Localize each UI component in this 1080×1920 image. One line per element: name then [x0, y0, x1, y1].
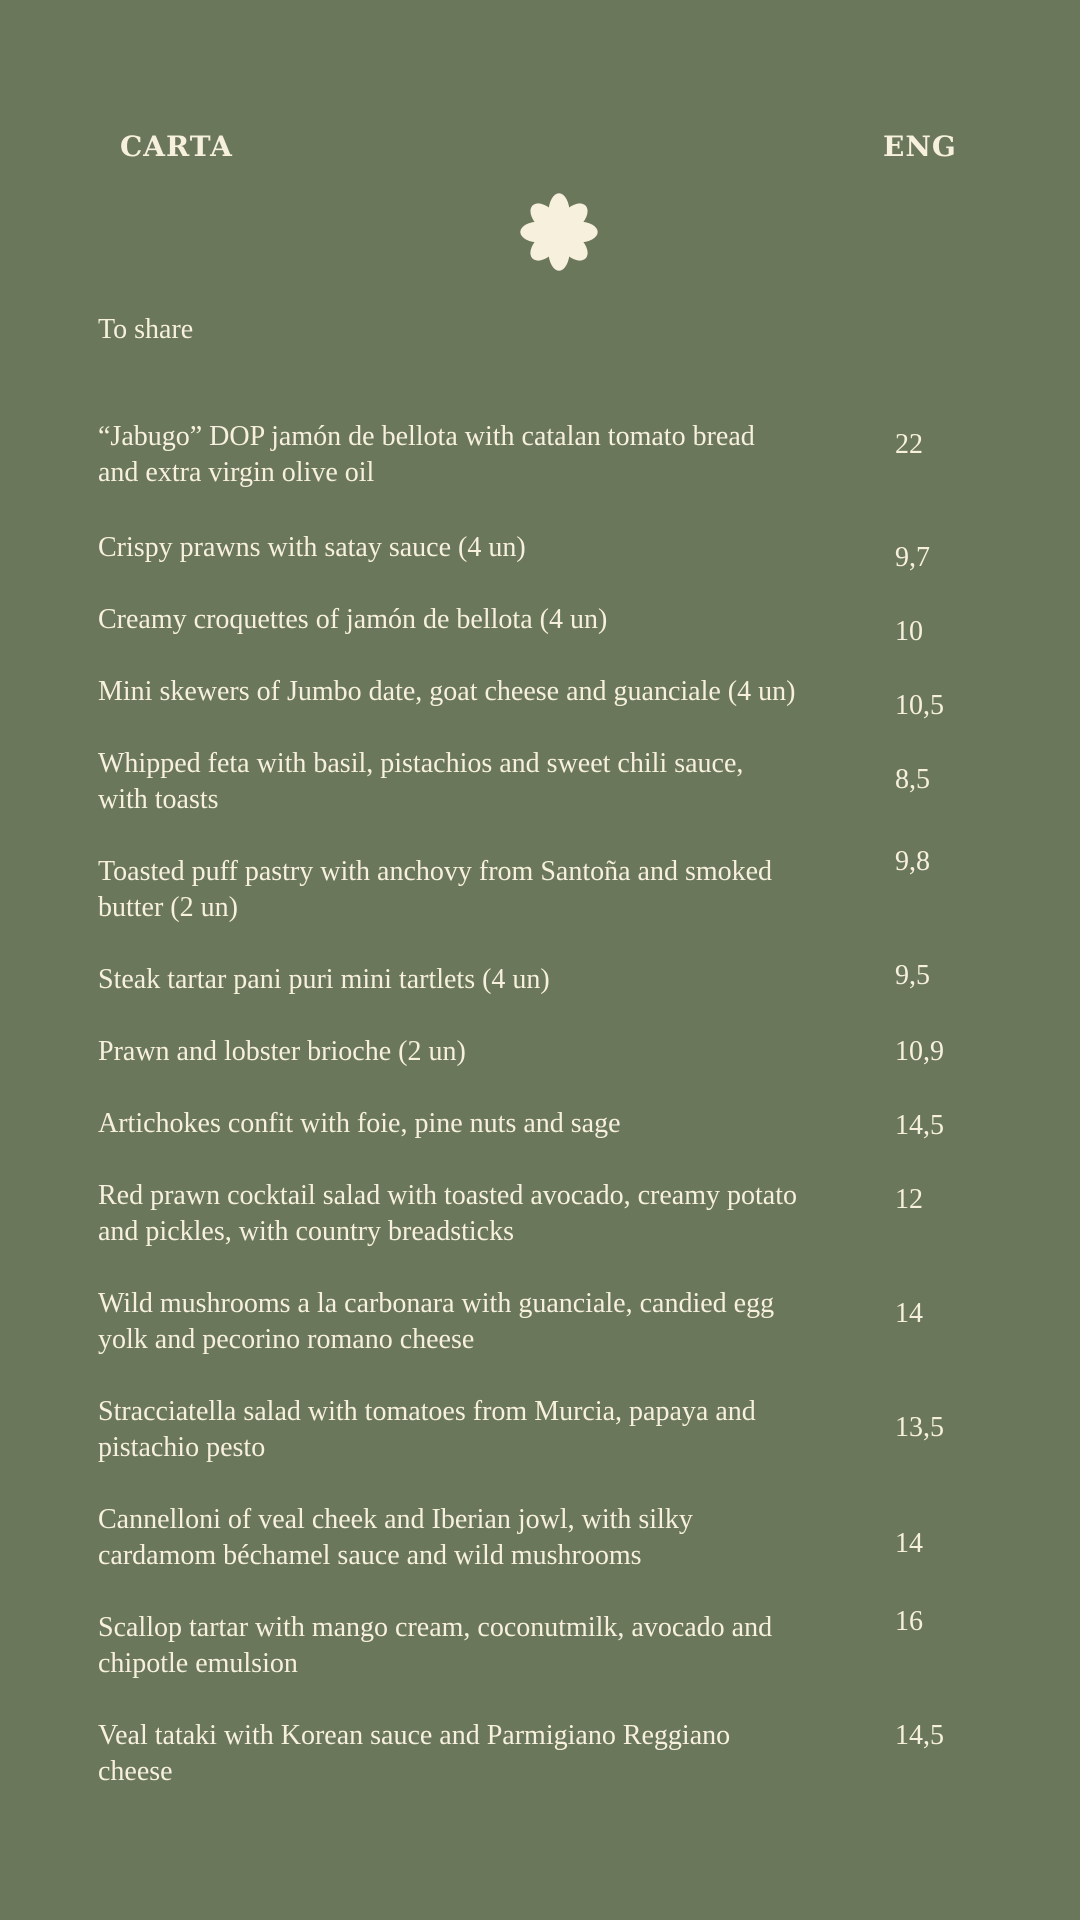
- section-title: To share: [98, 314, 194, 345]
- flower-icon: [515, 188, 603, 276]
- item-description: “Jabugo” DOP jamón de bellota with catalan tomato bread and extra virgin olive oil: [98, 421, 755, 488]
- language-switch-link[interactable]: ENG: [883, 130, 957, 163]
- item-price: 10,5: [895, 690, 944, 721]
- item-price: 14: [895, 1298, 923, 1329]
- item-price: 10: [895, 616, 923, 647]
- carta-link[interactable]: CARTA: [120, 130, 233, 163]
- item-description: Wild mushrooms a la carbonara with guanciale, candied egg yolk and pecorino romano cheese: [98, 1288, 775, 1355]
- item-description: Crispy prawns with satay sauce (4 un): [98, 532, 526, 563]
- item-price: 9,5: [895, 960, 930, 991]
- item-price: 12: [895, 1184, 923, 1215]
- item-description: Scallop tartar with mango cream, coconutmilk, avocado and chipotle emulsion: [98, 1612, 773, 1679]
- item-description: Stracciatella salad with tomatoes from Murcia, papaya and pistachio pesto: [98, 1396, 756, 1463]
- item-price: 14: [895, 1528, 923, 1559]
- item-description: Prawn and lobster brioche (2 un): [98, 1036, 466, 1067]
- item-price: 14,5: [895, 1720, 944, 1751]
- item-description: Cannelloni of veal cheek and Iberian jowl, with silky cardamom béchamel sauce and wild mushrooms: [98, 1504, 693, 1571]
- item-description: Artichokes confit with foie, pine nuts and sage: [98, 1108, 621, 1139]
- item-price: 9,7: [895, 542, 930, 573]
- item-description: Toasted puff pastry with anchovy from Santoña and smoked butter (2 un): [98, 856, 773, 923]
- item-description: Steak tartar pani puri mini tartlets (4 un): [98, 964, 550, 995]
- item-price: 8,5: [895, 764, 930, 795]
- item-description: Red prawn cocktail salad with toasted avocado, creamy potato and pickles, with country breadsticks: [98, 1180, 797, 1247]
- item-description: Veal tataki with Korean sauce and Parmigiano Reggiano cheese: [98, 1720, 731, 1787]
- item-price: 13,5: [895, 1412, 944, 1443]
- item-description: Whipped feta with basil, pistachios and sweet chili sauce, with toasts: [98, 748, 744, 815]
- item-price: 9,8: [895, 846, 930, 877]
- item-description: Creamy croquettes of jamón de bellota (4 un): [98, 604, 608, 635]
- item-price: 14,5: [895, 1110, 944, 1141]
- item-price: 16: [895, 1606, 923, 1637]
- item-description: Mini skewers of Jumbo date, goat cheese and guanciale (4 un): [98, 676, 796, 707]
- item-price: 22: [895, 429, 923, 460]
- item-price: 10,9: [895, 1036, 944, 1067]
